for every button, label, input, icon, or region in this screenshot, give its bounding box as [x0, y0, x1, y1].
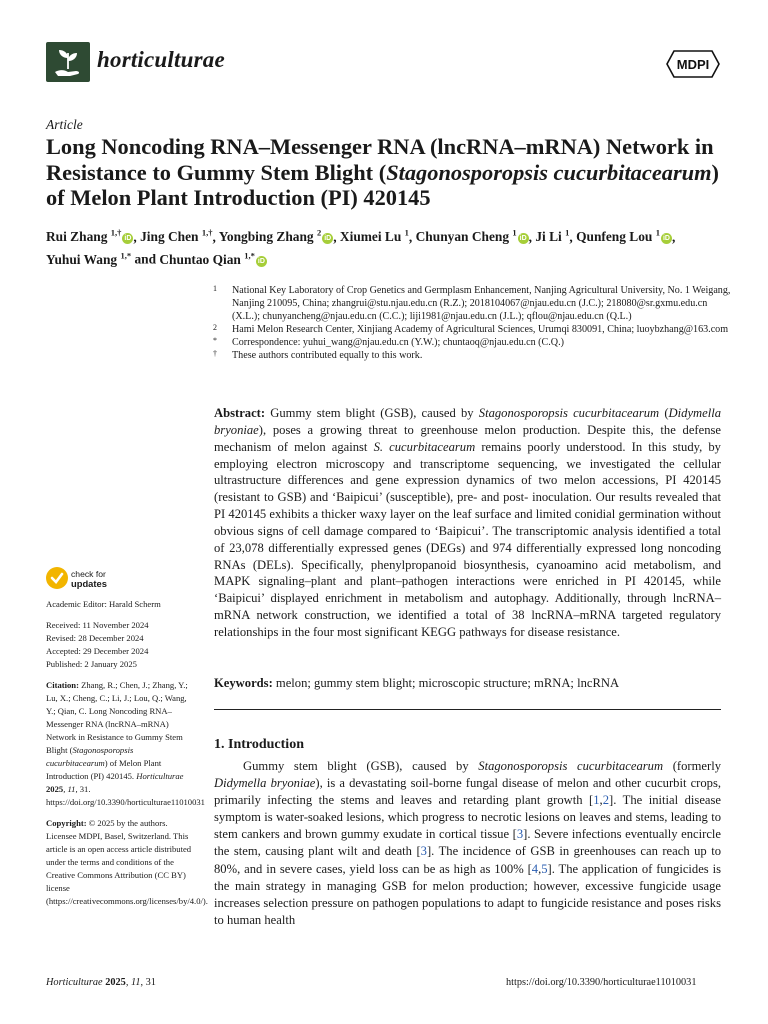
orcid-icon[interactable]: iD	[324, 235, 332, 243]
equal-contribution-note: † These authors contributed equally to this work.	[213, 349, 423, 362]
orcid-icon[interactable]: iD	[519, 235, 527, 243]
section-divider	[214, 709, 721, 710]
orcid-icon[interactable]: iD	[662, 235, 670, 243]
citation-block: Citation: Zhang, R.; Chen, J.; Zhang, Y.; Lu, X.; Cheng, C.; Li, J.; Lou, Q.; Wang, Y.; Qian, C. Long Noncoding RNA–Messenger RNA (lncRNA–mRNA) Network in Resistance to Gummy Stem Blight (Stagonosporopsis cucurbitacearum) of Melon Plant Introduction (PI) 420145. Horticulturae 2025, 11, 31. https://doi.org/10.3390/horticulturae11010031	[46, 680, 205, 807]
mdpi-label: MDPI	[676, 57, 710, 72]
keywords: Keywords: melon; gummy stem blight; microscopic structure; mRNA; lncRNA	[214, 676, 620, 690]
author[interactable]: Yuhui Wang $^{1,*}$	[46, 250, 132, 267]
copyright-block: Copyright: © 2025 by the authors. Licensee MDPI, Basel, Switzerland. This article is an open access article distributed under the terms and conditions of the Creative Commons Attribution (CC BY) license (https://creativecommons.org/licenses/by/4.0/).	[46, 818, 208, 906]
footer-citation: Horticulturae 2025, 11, 31	[46, 977, 156, 988]
orcid-icon[interactable]: iD	[257, 257, 265, 265]
check-for-updates-button[interactable]: check for updates	[71, 569, 107, 589]
hand-plant-icon	[46, 42, 90, 82]
section-heading-introduction: 1. Introduction	[214, 737, 304, 752]
abstract-label: Abstract:	[214, 406, 266, 420]
author[interactable]: Xiumei Lu $^1$	[339, 228, 409, 245]
received-date: Received: 11 November 2024	[46, 620, 149, 630]
article-info-sidebar	[46, 598, 208, 908]
author[interactable]: Yongbing Zhang $^2$iD	[218, 228, 332, 245]
author[interactable]: Ji Li $^1$	[535, 228, 570, 245]
author[interactable]: Qunfeng Lou $^1$iD	[576, 228, 670, 245]
keywords-label: Keywords:	[214, 676, 273, 690]
accepted-date: Accepted: 29 December 2024	[46, 646, 149, 656]
citation-link[interactable]: 1	[593, 793, 600, 808]
footer-doi-link[interactable]: https://doi.org/10.3390/horticulturae11010031	[506, 977, 697, 988]
citation-link[interactable]: 4	[531, 861, 539, 876]
academic-editor: Academic Editor: Harald Scherm	[46, 599, 161, 609]
correspondence: * Correspondence: yuhui_wang@njau.edu.cn (Y.W.); chuntaoq@njau.edu.cn (C.Q.)	[213, 336, 564, 349]
check-for-updates-icon[interactable]	[46, 567, 68, 589]
citation-link[interactable]: 5	[541, 861, 548, 876]
revised-date: Revised: 28 December 2024	[46, 633, 144, 643]
author-list: Rui Zhang $^{1,\dagger}$iD , Jing Chen $^{1,\dagger}$, Yongbing Zhang $^2$iD , Xiumei Lu $^1$, Chunyan Cheng $^1$iD , Ji Li $^1$, Qunfeng Lou $^1$iD , Yuhui Wang $^{1,*}$ and Chuntao Qian $^{1,*}$iD	[46, 228, 676, 267]
journal-logo-icon	[46, 42, 90, 82]
title-species: Stagonosporopsis cucurbitacearum	[386, 159, 712, 185]
title-text-end: ) of Melon Plant Introduction (PI) 420145	[46, 159, 719, 210]
introduction-paragraph: Gummy stem blight (GSB), caused by Stagonosporopsis cucurbitacearum (formerly Didymella bryoniae), is a devastating soil-borne fungal disease of melon and other cucurbit crops, primarily infecting the stems and leaves and retarding plant growth [1,2]. The initial disease symptom is water-soaked lesions, which progress to necrotic lesions on leaves and stems, leading to stem cankers and brown gummy exudate in cortical tissue [3]. Severe infections eventually encircle the stem, causing plant wilt and death [3]. The incidence of GSB in greenhouses can reach up to 80%, and in severe cases, yield loss can be as high as 100% [4,5]. The application of fungicides is the main strategy in managing GSB for melon production; however, excessive fungicide usage increases selection pressure on pathogen populations to adapt to fungicide resistance and poses risks to human health	[214, 759, 722, 927]
author[interactable]: Chuntao Qian $^{1,*}$iD	[159, 250, 265, 267]
author[interactable]: Jing Chen $^{1,\dagger}$	[140, 228, 213, 245]
author[interactable]: Rui Zhang $^{1,\dagger}$iD	[46, 228, 132, 245]
published-date: Published: 2 January 2025	[46, 659, 137, 669]
affiliation-item: 1 National Key Laboratory of Crop Genetics and Germplasm Enhancement, Nanjing Agricultural University, No. 1 Weigang, Nanjing 210095, China; zhangrui@stu.njau.edu.cn (R.Z.); 2018104067@njau.edu.cn (J.C.); 218080@sr.gxmu.edu.cn (X.L.); chunyancheng@njau.edu.cn (C.C.); liji1981@njau.edu.cn (J.L.); qflou@njau.edu.cn (Q.L.)	[213, 284, 731, 323]
title-text: Long Noncoding RNA–Messenger RNA (lncRNA–mRNA) Network in Resistance to Gummy Stem Blight (	[46, 134, 714, 185]
author[interactable]: Chunyan Cheng $^1$iD	[415, 228, 527, 245]
citation-link[interactable]: 2	[602, 793, 609, 808]
mdpi-logo[interactable]	[666, 50, 720, 78]
affiliation-item: 2 Hami Melon Research Center, Xinjiang Academy of Agricultural Sciences, Urumqi 830091, China; luoybzhang@163.com	[213, 323, 729, 336]
mdpi-logo-icon	[666, 50, 720, 78]
orcid-icon[interactable]: iD	[124, 235, 132, 243]
affiliations	[213, 284, 733, 363]
citation-link[interactable]: 3	[420, 844, 427, 859]
citation-link[interactable]: 3	[516, 827, 524, 842]
article-type: Article	[46, 117, 83, 132]
journal-name[interactable]: horticulturae	[97, 47, 225, 72]
article-title	[46, 134, 736, 211]
abstract: Abstract: Gummy stem blight (GSB), caused by Stagonosporopsis cucurbitacearum (Didymella bryoniae), poses a growing threat to greenhouse melon production. Despite this, the defense mechanism of melon against S. cucurbitacearum remains poorly understood. In this study, by employing electron microscopy and transcriptome sequencing, we investigated the cellular ultrastructure differences and gene expression dynamics of two melon accessions, PI 420145 (resistant to GSB) and ‘Baipicui’ (susceptible), pre- and post- inoculation. Our results revealed that PI 420145 exhibits a thicker waxy layer on the leaf surface and limited conidial germination without obvious signs of cell damage compared to ‘Baipicui’. The transcriptomic analysis identified a total of 23,078 differentially expressed genes (DEGs) and 974 differentially expressed long noncoding RNAs (DELs). Specifically, phenylpropanoid biosynthesis, cyanoamino acid metabolism, and MAPK signaling–plant and plant–pathogen interactions were enriched in PI 420145, while ‘Baipicui’ displayed enrichment in metabolism and autophagy. Additionally, through lncRNA–mRNA network construction, we identified a total of 38 lncRNA–mRNA targeted regulatory relationships in the four most significant KEGG pathways for disease resistance.	[214, 406, 722, 639]
